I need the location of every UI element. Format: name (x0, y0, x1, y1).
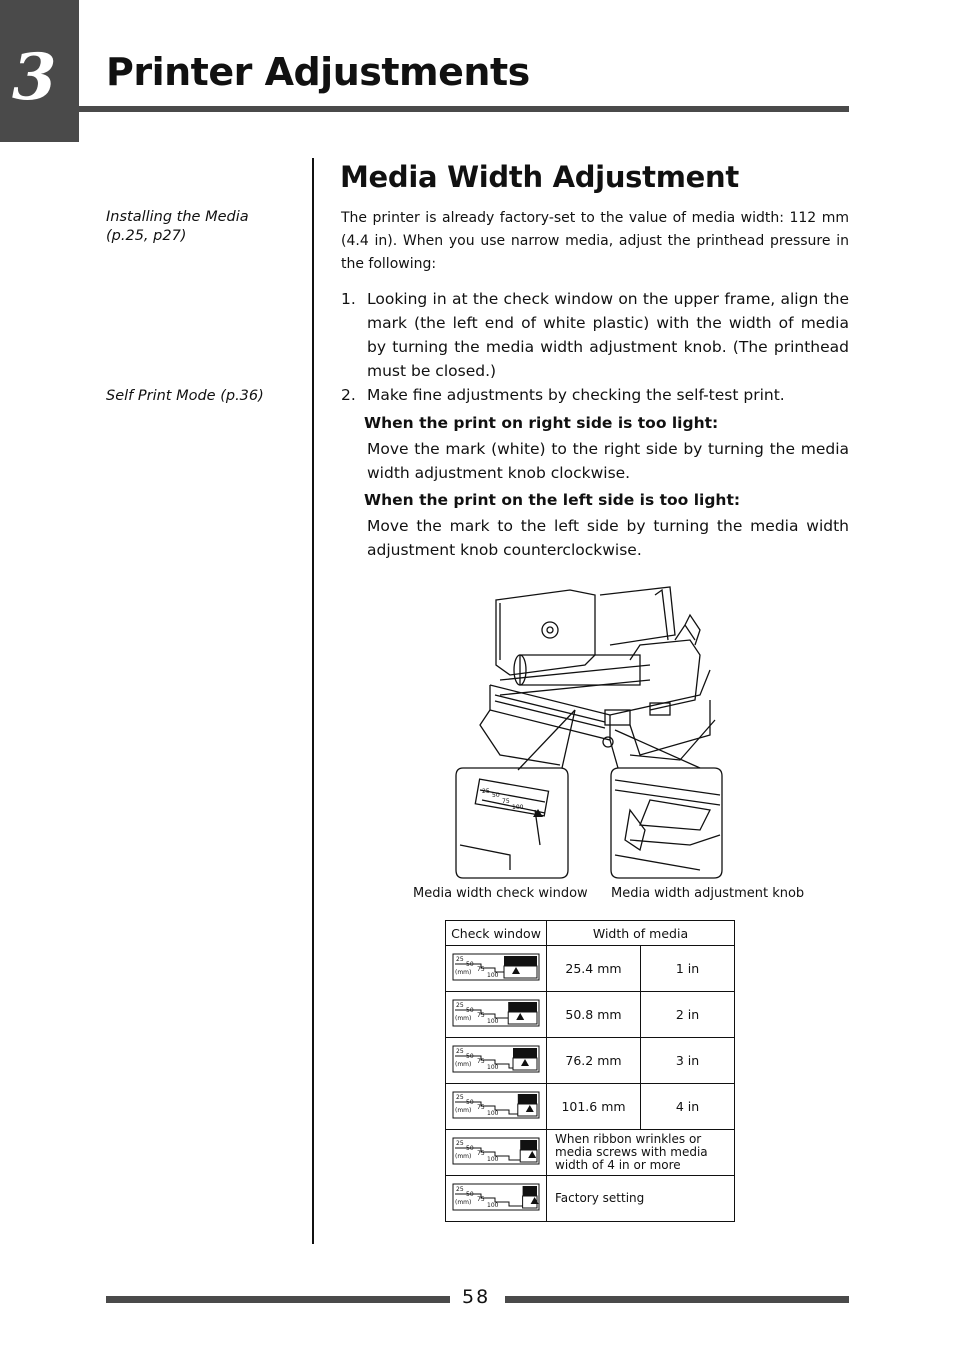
footer-rule-right (505, 1296, 849, 1303)
scale-label: 75 (477, 966, 485, 973)
scale-label: 25 (456, 1048, 464, 1055)
check-window-icon (446, 946, 547, 992)
mark-fill (508, 1002, 537, 1012)
scale-label: 25 (456, 1186, 464, 1193)
table-row (446, 946, 735, 992)
check-window-scale (451, 1134, 541, 1168)
width-in: 4 in (641, 1084, 735, 1130)
intro-paragraph: The printer is already factory-set to the value of media width: 112 mm (4.4 in). When you use narrow media, adjust the printhead pressure in the following: (341, 210, 849, 272)
scale-unit: (mm) (455, 1015, 472, 1022)
section-title: Media Width Adjustment (340, 160, 739, 194)
step-number: 1. (341, 290, 356, 308)
chapter-title: Printer Adjustments (106, 50, 530, 94)
scale-label: 50 (466, 961, 474, 968)
caption-adjustment-knob: Media width adjustment knob (611, 886, 805, 901)
case-text-left: Move the mark to the left side by turning the media width adjustment knob counterclockwise. (367, 517, 849, 559)
check-window-scale (451, 950, 541, 984)
scale-label: 25 (482, 788, 490, 795)
check-window-scale (451, 996, 541, 1030)
width-in: 3 in (641, 1038, 735, 1084)
check-window-scale (451, 1042, 541, 1076)
scale-label: 50 (466, 1145, 474, 1152)
scale-unit: (mm) (455, 969, 472, 976)
sidenote-installing-media[interactable] (106, 208, 249, 246)
width-in: 1 in (641, 946, 735, 992)
mark-fill (518, 1094, 537, 1104)
check-window-icon (446, 992, 547, 1038)
table-header-check-window: Check window (446, 921, 547, 946)
check-window-scale (451, 1180, 541, 1214)
scale-label: 100 (512, 804, 524, 811)
caption-check-window: Media width check window (413, 886, 588, 901)
sidenote-line: Self Print Mode (p.36) (106, 388, 264, 404)
table-header-width: Width of media (547, 921, 735, 946)
sidenote-line: (p.25, p27) (106, 228, 187, 244)
scale-label: 50 (466, 1191, 474, 1198)
mark-fill (523, 1186, 537, 1196)
scale-label: 100 (487, 972, 499, 979)
table-row (446, 992, 735, 1038)
step-text: Looking in at the check window on the upper frame, align the mark (the left end of white plastic) with the width of media by turning the media width adjustment knob. (The printhead must be closed.) (367, 290, 849, 380)
check-window-icon (446, 1084, 547, 1130)
mark-fill (520, 1140, 537, 1150)
table-row (446, 1176, 735, 1222)
scale-label: 75 (477, 1012, 485, 1019)
scale-label: 25 (456, 1094, 464, 1101)
step-number: 2. (341, 386, 356, 404)
width-mm: 76.2 mm (547, 1038, 641, 1084)
width-mm: 101.6 mm (547, 1084, 641, 1130)
scale-label: 50 (466, 1053, 474, 1060)
sidenote-line: Installing the Media (106, 209, 249, 225)
step-1 (341, 287, 849, 383)
scale-label: 50 (466, 1099, 474, 1106)
check-window-scale (451, 1088, 541, 1122)
scale-label: 75 (477, 1150, 485, 1157)
scale-label: 100 (487, 1202, 499, 1209)
scale-unit: (mm) (455, 1061, 472, 1068)
title-rule (79, 106, 849, 112)
scale-label: 25 (456, 1140, 464, 1147)
mark-fill (504, 956, 537, 966)
check-window-icon (446, 1130, 547, 1176)
table-row (446, 1038, 735, 1084)
scale-label: 100 (487, 1018, 499, 1025)
table-note: When ribbon wrinkles or media screws with media width of 4 in or more (547, 1130, 735, 1176)
width-in: 2 in (641, 992, 735, 1038)
table-row (446, 1084, 735, 1130)
table-header-row (446, 921, 735, 946)
case-heading-left: When the print on the left side is too light: (364, 491, 741, 509)
column-divider (312, 158, 314, 1244)
scale-label: 75 (477, 1058, 485, 1065)
page-number: 58 (462, 1286, 491, 1308)
scale-label: 25 (456, 1002, 464, 1009)
scale-label: 75 (502, 798, 510, 805)
width-mm: 50.8 mm (547, 992, 641, 1038)
scale-label: 50 (492, 792, 500, 799)
mark-fill (513, 1048, 537, 1058)
step-text: Make fine adjustments by checking the self-test print. (367, 386, 785, 404)
scale-label: 75 (477, 1104, 485, 1111)
check-window-table (445, 920, 735, 1222)
footer-rule-left (106, 1296, 450, 1303)
sidenote-self-print-mode[interactable] (106, 387, 264, 406)
scale-label: 50 (466, 1007, 474, 1014)
scale-label: 25 (456, 956, 464, 963)
table-note: Factory setting (547, 1176, 735, 1222)
scale-label: 100 (487, 1156, 499, 1163)
scale-label: 100 (487, 1064, 499, 1071)
scale-unit: (mm) (455, 1107, 472, 1114)
chapter-number: 3 (12, 40, 57, 115)
scale-unit: (mm) (455, 1199, 472, 1206)
scale-unit: (mm) (455, 1153, 472, 1160)
check-window-icon (446, 1176, 547, 1222)
check-window-icon (446, 1038, 547, 1084)
scale-label: 75 (477, 1196, 485, 1203)
scale-label: 100 (487, 1110, 499, 1117)
table-row (446, 1130, 735, 1176)
printer-illustration (400, 585, 820, 885)
mark-plate (504, 966, 537, 978)
case-heading-right: When the print on right side is too light: (364, 414, 719, 432)
case-text-right: Move the mark (white) to the right side by turning the media width adjustment knob clockwise. (367, 440, 849, 482)
step-2 (341, 383, 849, 407)
width-mm: 25.4 mm (547, 946, 641, 992)
